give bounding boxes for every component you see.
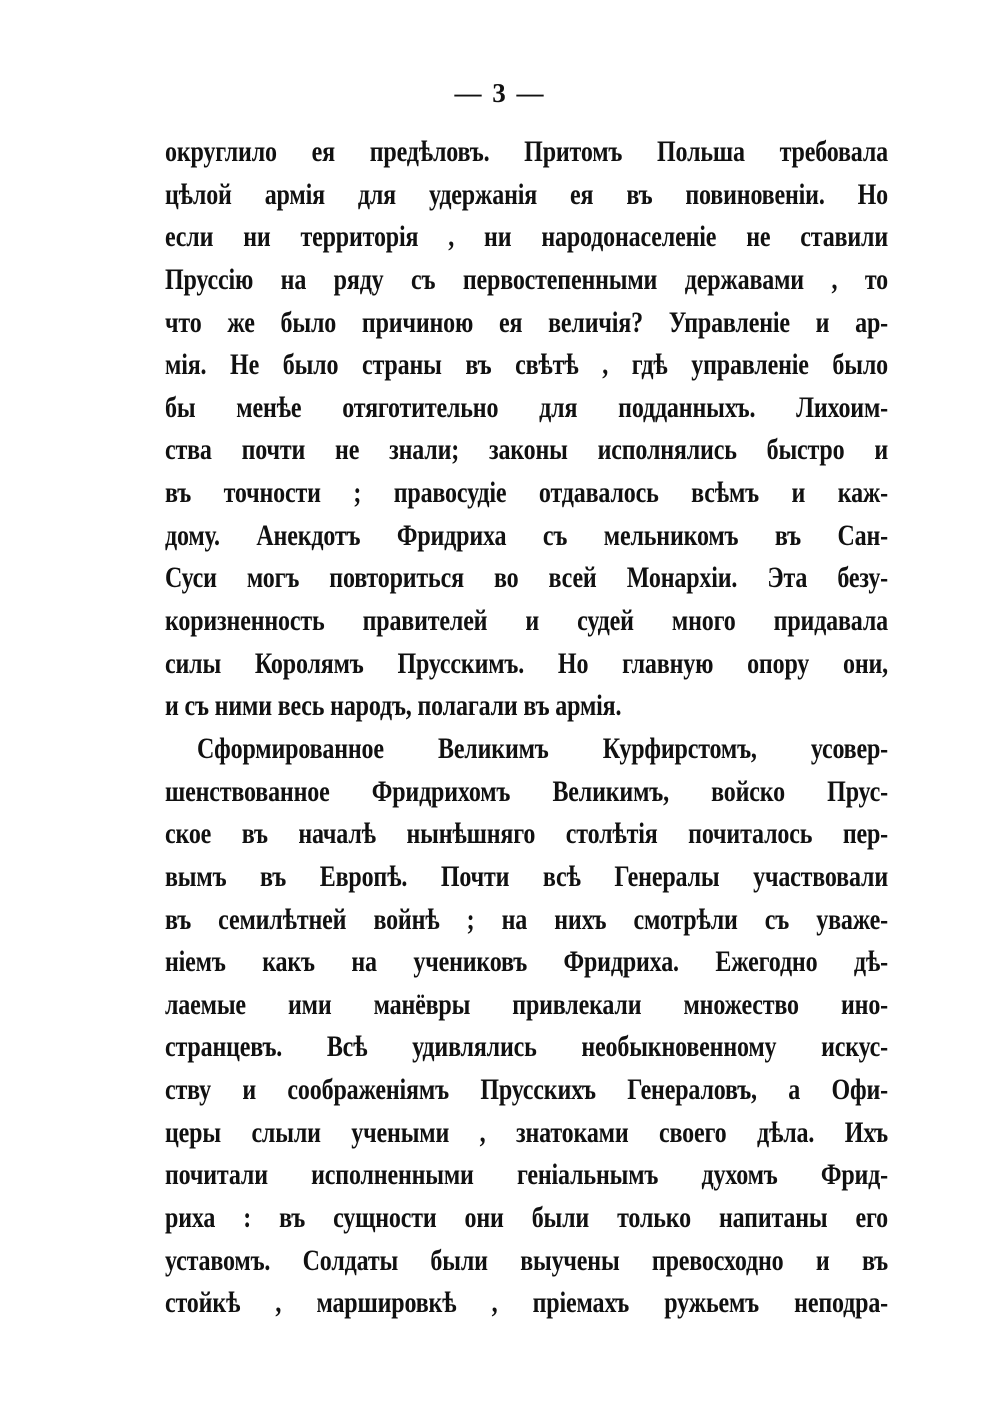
text-line: ства почти не знали; законы исполнялись быстро и [165,433,888,467]
text-line: силы Королямъ Прусскимъ. Но главную опору они, [165,646,888,680]
body-text [165,131,888,1325]
text-line: дому. Анекдотъ Фридриха съ мельникомъ въ Сан- [165,518,888,552]
text-line: ніемъ какъ на учениковъ Фридриха. Ежегодно дѣ- [165,945,888,979]
text-line: церы слыли учеными , знатоками своего дѣла. Ихъ [165,1115,888,1149]
text-line: Суси могъ повториться во всей Монархіи. Эта безу- [165,561,888,595]
text-line: мія. Не было страны въ свѣтѣ , гдѣ управленіе было [165,348,888,382]
page-number: — 3 — [454,78,546,108]
text-line: если ни территорія , ни народонаселеніе не ставили [165,220,888,254]
text-line-paragraph-end: и съ ними весь народъ, полагали въ армія. [165,689,622,723]
text-line: въ семилѣтней войнѣ ; на нихъ смотрѣли съ уваже- [165,902,888,936]
text-line: вымъ въ Европѣ. Почти всѣ Генералы участвовали [165,859,888,893]
text-line: почитали исполненными геніальнымъ духомъ Фрид- [165,1158,888,1192]
text-line: лаемые ими манёвры привлекали множество ино- [165,987,888,1021]
text-line: ству и соображеніямъ Прусскихъ Генераловъ, а Офи- [165,1073,888,1107]
text-line: стойкѣ , маршировкѣ , пріемахъ ружьемъ неподра- [165,1286,888,1320]
text-line: странцевъ. Всѣ удивлялись необыкновенному искус- [165,1030,888,1064]
text-line: шенствованное Фридрихомъ Великимъ, войско Прус- [165,774,888,808]
text-line: въ точности ; правосудіе отдавалось всѣмъ и каж- [165,476,888,510]
text-line: ское въ началѣ нынѣшняго столѣтія почиталось пер- [165,817,888,851]
text-line: цѣлой армія для удержанія ея въ повиновеніи. Но [165,177,888,211]
text-line: бы менѣе отяготительно для подданныхъ. Лихоим- [165,390,888,424]
text-line: округлило ея предѣловъ. Притомъ Польша требовала [165,135,888,168]
text-line: Пруссію на ряду съ первостепенными державами , то [165,262,888,296]
text-line-paragraph-start: Сформированное Великимъ Курфирстомъ, усовер- [197,731,888,765]
text-line: что же было причиною ея величія? Управленіе и ар- [165,305,888,339]
text-line: коризненность правителей и судей много придавала [165,604,888,638]
text-line: риха : въ сущности они были только напитаны его [165,1201,888,1235]
text-line: уставомъ. Солдаты были выучены превосходно и въ [165,1243,888,1277]
